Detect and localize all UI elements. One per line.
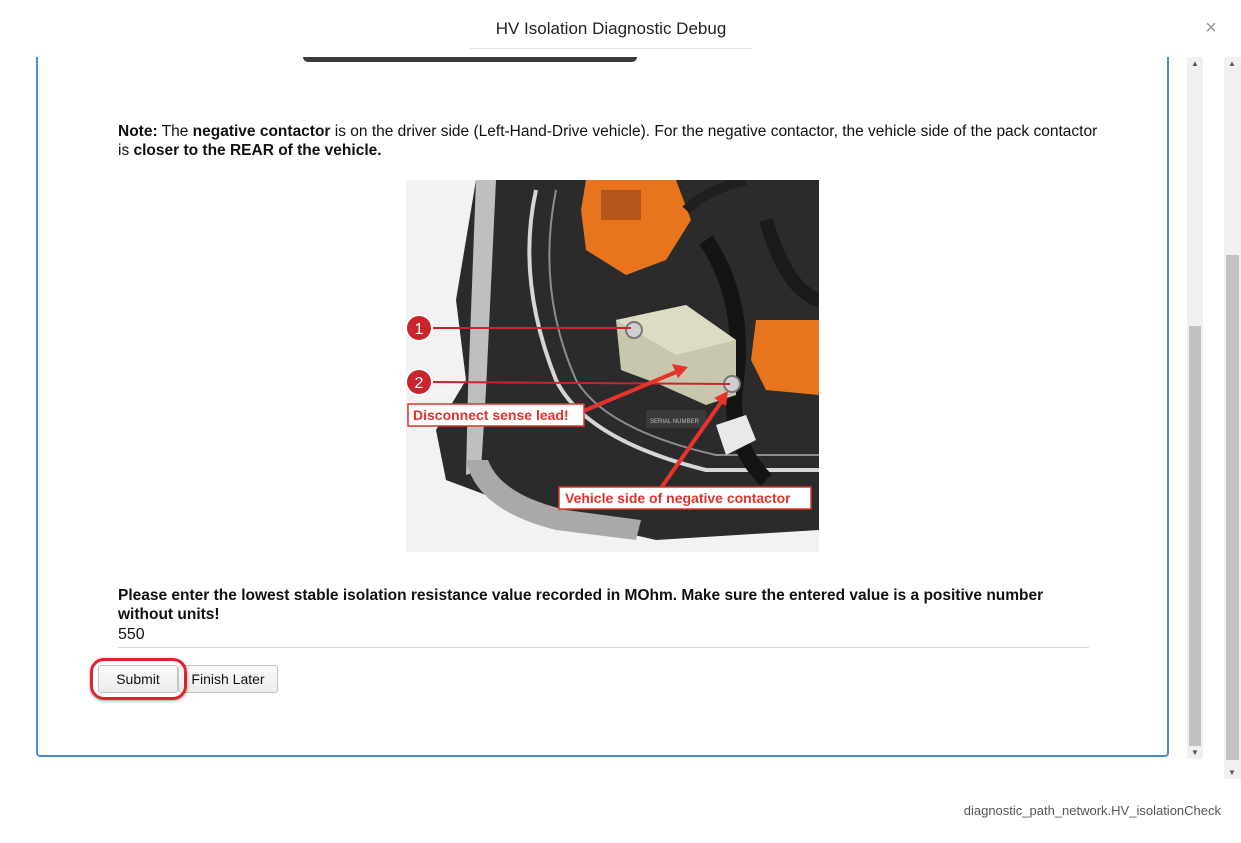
note-label: Note: bbox=[118, 123, 158, 140]
note-text-2: is on the driver side (Left-Hand-Drive vehicle). For the negative contactor, the vehicle side of the pack contactor is bbox=[118, 123, 1098, 159]
callout-1: 1 bbox=[414, 321, 424, 338]
callout-2: 2 bbox=[414, 375, 424, 392]
contactor-photo bbox=[406, 180, 819, 552]
divider bbox=[118, 647, 1089, 648]
resistance-question: Please enter the lowest stable isolation resistance value recorded in MOhm. Make sure the entered value is a positive number without units! bbox=[118, 587, 1044, 623]
content-scrollbar[interactable] bbox=[1187, 57, 1203, 759]
resistance-answer-value[interactable]: 550 bbox=[118, 626, 145, 643]
scroll-up-icon[interactable]: ▲ bbox=[1191, 59, 1199, 68]
note-bold-1: negative contactor bbox=[192, 123, 331, 140]
label-disconnect-sense-lead: Disconnect sense lead! bbox=[413, 407, 569, 423]
note-bold-2: closer to the REAR of the vehicle. bbox=[133, 142, 382, 159]
note-text bbox=[118, 122, 1098, 160]
serial-number-text: SERIAL NUMBER bbox=[650, 419, 699, 425]
dialog-scrollbar[interactable] bbox=[1224, 57, 1241, 779]
label-vehicle-side: Vehicle side of negative contactor bbox=[565, 490, 791, 506]
dialog-scroll-down-icon[interactable]: ▼ bbox=[1228, 768, 1236, 777]
dialog-scroll-thumb[interactable] bbox=[1226, 255, 1239, 760]
previous-image-edge bbox=[303, 57, 637, 62]
submit-highlight-annotation bbox=[90, 658, 187, 700]
finish-later-button[interactable]: Finish Later bbox=[178, 665, 278, 693]
submit-button[interactable]: Submit bbox=[98, 665, 178, 693]
scroll-thumb[interactable] bbox=[1189, 326, 1201, 746]
dialog-title: HV Isolation Diagnostic Debug bbox=[470, 0, 752, 49]
scroll-down-icon[interactable]: ▼ bbox=[1191, 748, 1199, 757]
diagnostic-path-label: diagnostic_path_network.HV_isolationCheck bbox=[963, 803, 1221, 818]
note-text-1: The bbox=[157, 123, 193, 140]
dialog-scroll-up-icon[interactable]: ▲ bbox=[1228, 59, 1236, 68]
contactor-photo-illustration bbox=[406, 180, 819, 552]
close-icon[interactable]: × bbox=[1205, 17, 1217, 39]
